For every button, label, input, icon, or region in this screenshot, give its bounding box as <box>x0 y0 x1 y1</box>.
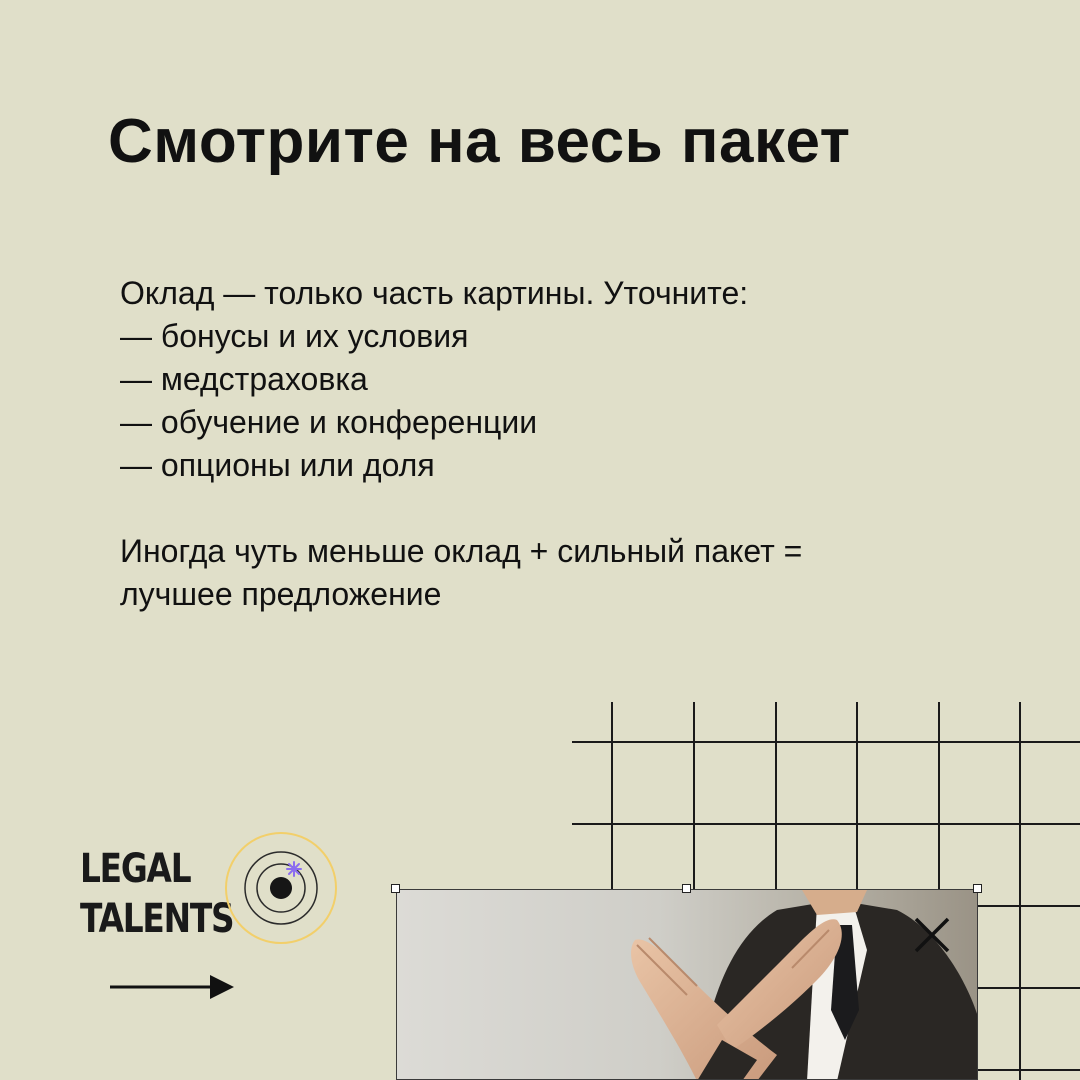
logo-line-talents: TALENTS <box>80 896 234 942</box>
logo-line-legal: LEGAL <box>80 846 191 892</box>
list-item: — медстраховка <box>120 361 368 397</box>
asterisk-sparkle-icon <box>287 862 301 876</box>
selection-handle-top-middle[interactable] <box>682 884 691 893</box>
list-item: — обучение и конференции <box>120 404 538 440</box>
spacer <box>120 487 802 530</box>
close-icon[interactable] <box>912 915 952 955</box>
concentric-circles-target-icon <box>223 830 339 946</box>
conclusion-text-line1: Иногда чуть меньше оклад + сильный пакет = <box>120 533 803 569</box>
selection-handle-top-left[interactable] <box>391 884 400 893</box>
photo-businessman-stop-gesture <box>396 889 978 1080</box>
arrow-right-icon <box>108 970 236 1004</box>
brand-logo-text <box>80 844 233 944</box>
selection-handle-top-right[interactable] <box>973 884 982 893</box>
page-title: Смотрите на весь пакет <box>108 107 851 176</box>
intro-text: Оклад — только часть картины. Уточните: <box>120 275 749 311</box>
body-text <box>120 272 802 616</box>
photo-illustration <box>397 890 978 1080</box>
list-item: — опционы или доля <box>120 447 435 483</box>
conclusion-text-line2: лучшее предложение <box>120 576 442 612</box>
list-item: — бонусы и их условия <box>120 318 469 354</box>
